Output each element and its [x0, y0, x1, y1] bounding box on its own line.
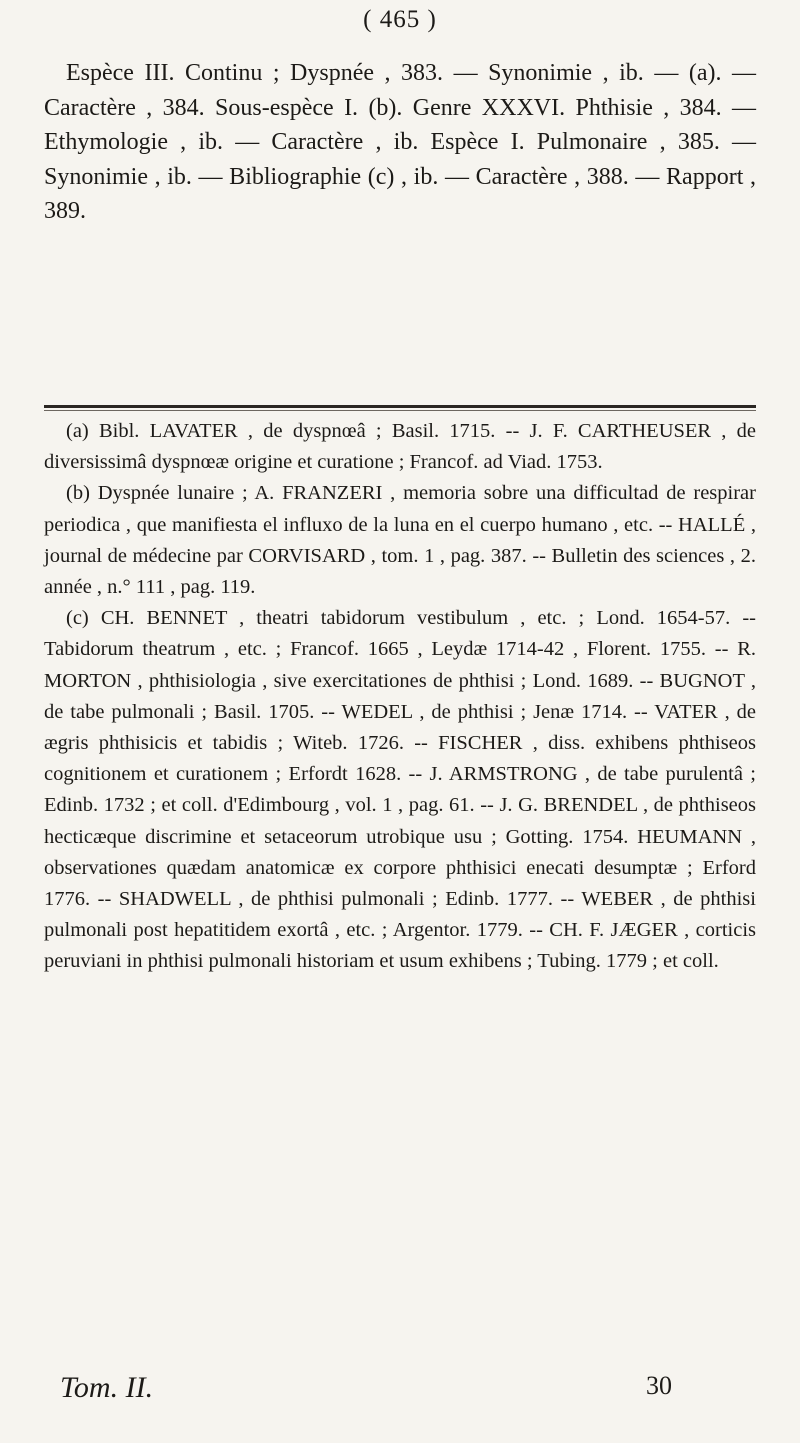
- signature-mark: 30: [646, 1371, 672, 1400]
- page-number: ( 465 ): [363, 6, 437, 33]
- footnote-a: (a) Bibl. LAVATER , de dyspnœâ ; Basil. 1715. -- J. F. CARTHEUSER , de diversissimâ dyspnœæ origine et curatione ; Francof. ad Viad. 1753.: [44, 420, 756, 474]
- separator-rule: [44, 405, 756, 411]
- footnote-c: (c) CH. BENNET , theatri tabidorum vestibulum , etc. ; Lond. 1654-57. -- Tabidorum theatrum , etc. ; Francof. 1665 , Leydæ 1714-42 , Florent. 1755. -- R. MORTON , phthisiologia , sive exercitationes de phthisi ; Lond. 1689. -- BUGNOT , de tabe pulmonali ; Basil. 1705. -- WEDEL , de phthisi ; Jenæ 1714. -- VATER , de ægris phthisicis et tabidis ; Witeb. 1726. -- FISCHER , diss. exhibens phthiseos cognitionem et curationem ; Erfordt 1628. -- J. ARMSTRONG , de tabe purulentâ ; Edinb. 1732 ; et coll. d'Edimbourg , vol. 1 , pag. 61. -- J. G. BRENDEL , de phthiseos hecticæque discrimine et setaceorum utrobique usu ; Gotting. 1754. HEUMANN , observationes quædam anatomicæ ex corpore phthisici enecati desumptæ ; Erford 1776. -- SHADWELL , de phthisi pulmonali ; Edinb. 1777. -- WEBER , de phthisi pulmonali post hepatitidem exortâ , etc. ; Argentor. 1779. -- CH. F. JÆGER , corticis peruviani in phthisi pulmonali historiam et usum exhibens ; Tubing. 1779 ; et coll.: [44, 607, 756, 973]
- volume-label: Tom. II.: [60, 1371, 154, 1404]
- main-text: [44, 56, 756, 229]
- footnote-b: (b) Dyspnée lunaire ; A. FRANZERI , memoria sobre una difficultad de respirar periodica , que manifiesta el influxo de la luna en el cuerpo humano , etc. -- HALLÉ , journal de médecine par CORVISARD , tom. 1 , pag. 387. -- Bulletin des sciences , 2. année , n.° 111 , pag. 119.: [44, 482, 756, 599]
- footnotes: [44, 416, 756, 978]
- main-paragraph: Espèce III. Continu ; Dyspnée , 383. — Synonimie , ib. — (a). — Caractère , 384. Sous-espèce I. (b). Genre XXXVI. Phthisie , 384. — Ethymologie , ib. — Caractère , ib. Espèce I. Pulmonaire , 385. — Synonimie , ib. — Bibliographie (c) , ib. — Caractère , 388. — Rapport , 389.: [44, 60, 756, 224]
- page-footer: [44, 1371, 756, 1411]
